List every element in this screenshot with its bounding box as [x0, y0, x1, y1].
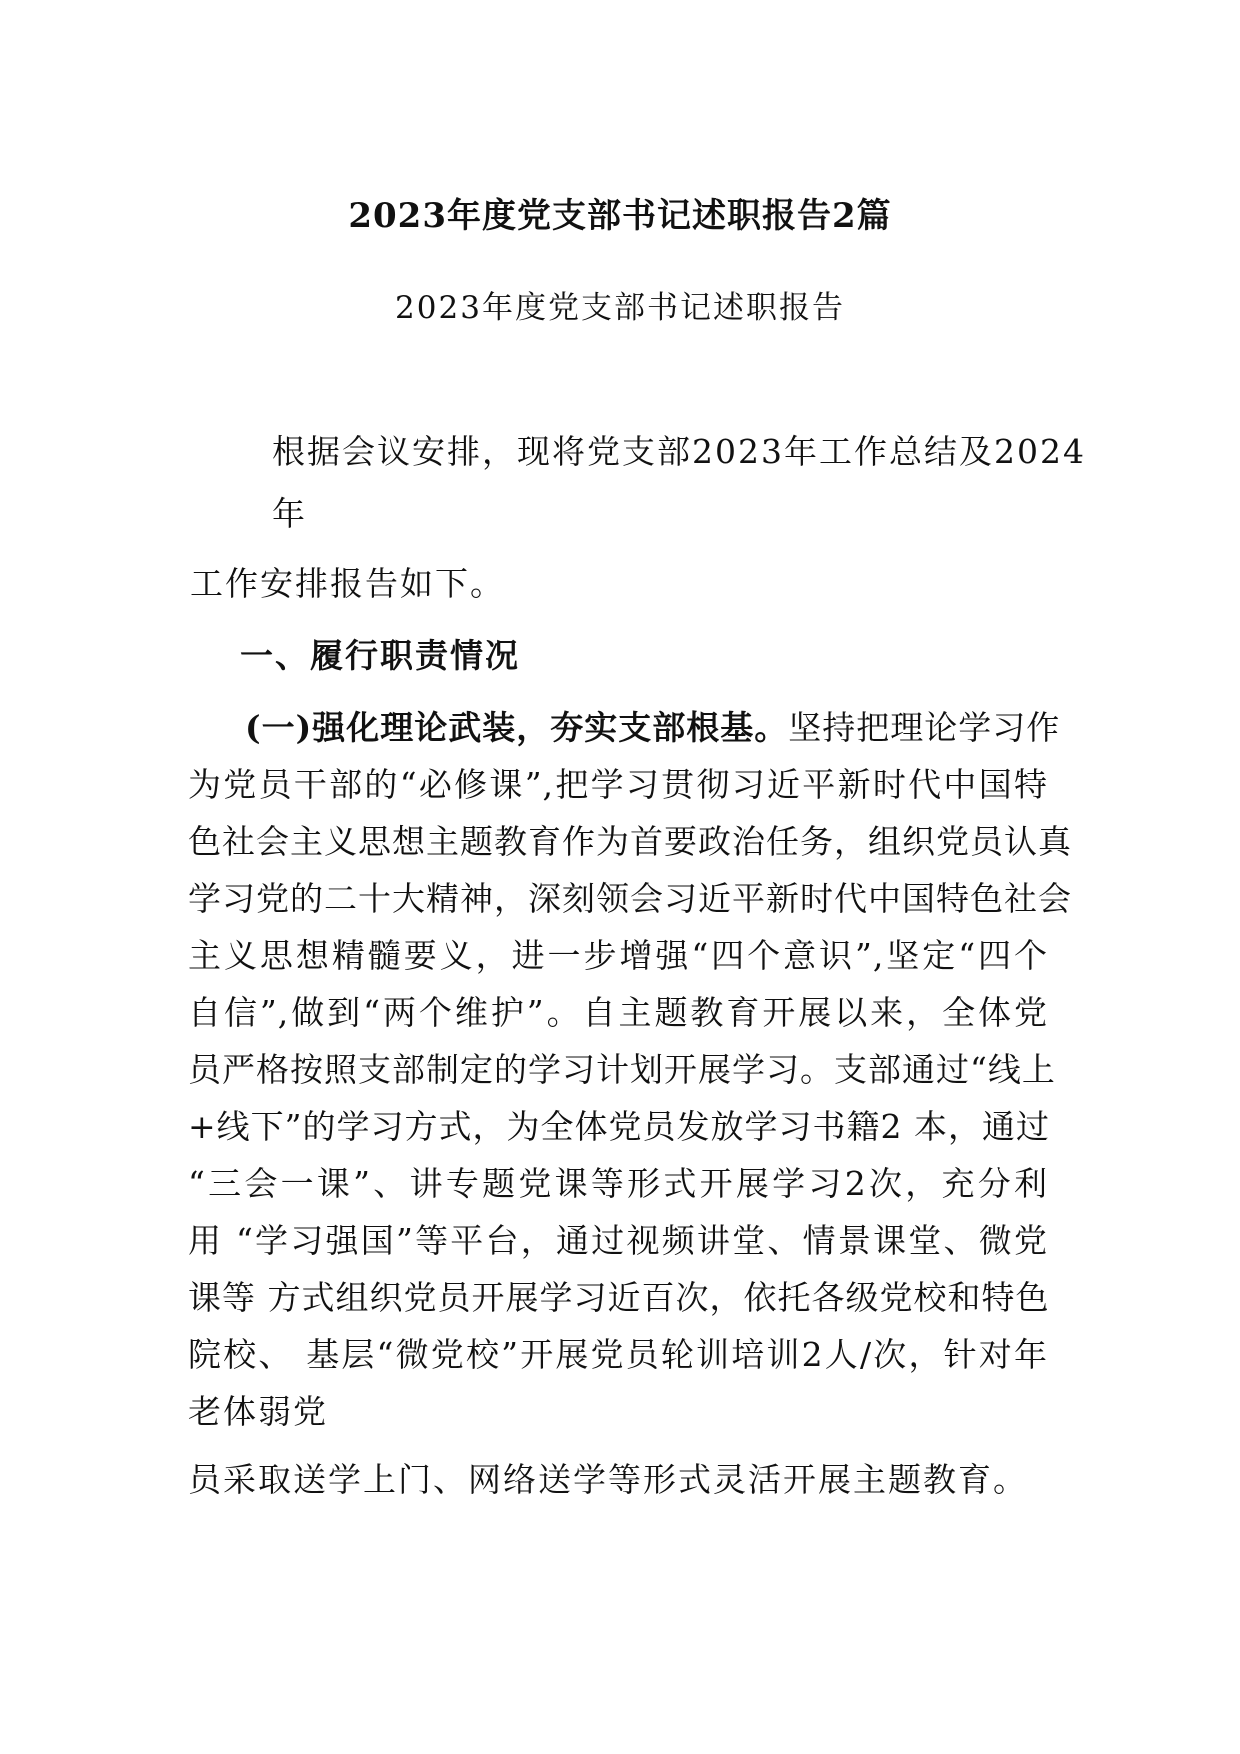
document-subtitle: 2023年度党支部书记述职报告 — [395, 290, 845, 326]
paragraph-line: 课等 方式组织党员开展学习近百次，依托各级党校和特色 — [188, 1278, 1050, 1317]
paragraph-line-1 — [245, 708, 1061, 748]
section-heading: 一、履行职责情况 — [240, 636, 520, 675]
paragraph-line: 为党员干部的“必修课”,把学习贯彻习近平新时代中国特 — [188, 765, 1048, 804]
paragraph-line: 色社会主义思想主题教育作为首要政治任务，组织党员认真 — [188, 822, 1072, 861]
paragraph-line: 院校、 基层“微党校”开展党员轮训培训2人/次，针对年 — [188, 1335, 1048, 1374]
paragraph-line: 主义思想精髓要义，进一步增强“四个意识”,坚定“四个 — [188, 936, 1048, 975]
paragraph-line: 员严格按照支部制定的学习计划开展学习。支部通过“线上 — [188, 1050, 1056, 1089]
paragraph-tail-1: 老体弱党 — [188, 1392, 328, 1431]
intro-line-2: 年 — [272, 494, 307, 533]
paragraph-tail-2: 员采取送学上门、网络送学等形式灵活开展主题教育。 — [188, 1460, 1028, 1499]
paragraph-line: +线下”的学习方式，为全体党员发放学习书籍2 本，通过 — [188, 1107, 1051, 1146]
paragraph-line: 学习党的二十大精神，深刻领会习近平新时代中国特色社会 — [188, 879, 1072, 918]
paragraph-line-1-text: 坚持把理论学习作 — [788, 708, 1061, 747]
intro-line-3: 工作安排报告如下。 — [190, 564, 505, 603]
document-title: 2023年度党支部书记述职报告2篇 — [348, 196, 892, 236]
paragraph-line: 自信”,做到“两个维护”。自主题教育开展以来，全体党 — [188, 993, 1048, 1032]
subsection-heading: (一)强化理论武装，夯实支部根基。 — [245, 708, 789, 747]
paragraph-line: 用 “学习强国”等平台，通过视频讲堂、情景课堂、微党 — [188, 1221, 1048, 1260]
intro-line-1: 根据会议安排，现将党支部2023年工作总结及2024 — [272, 432, 1086, 471]
paragraph-line: “三会一课”、讲专题党课等形式开展学习2次，充分利 — [188, 1164, 1048, 1203]
